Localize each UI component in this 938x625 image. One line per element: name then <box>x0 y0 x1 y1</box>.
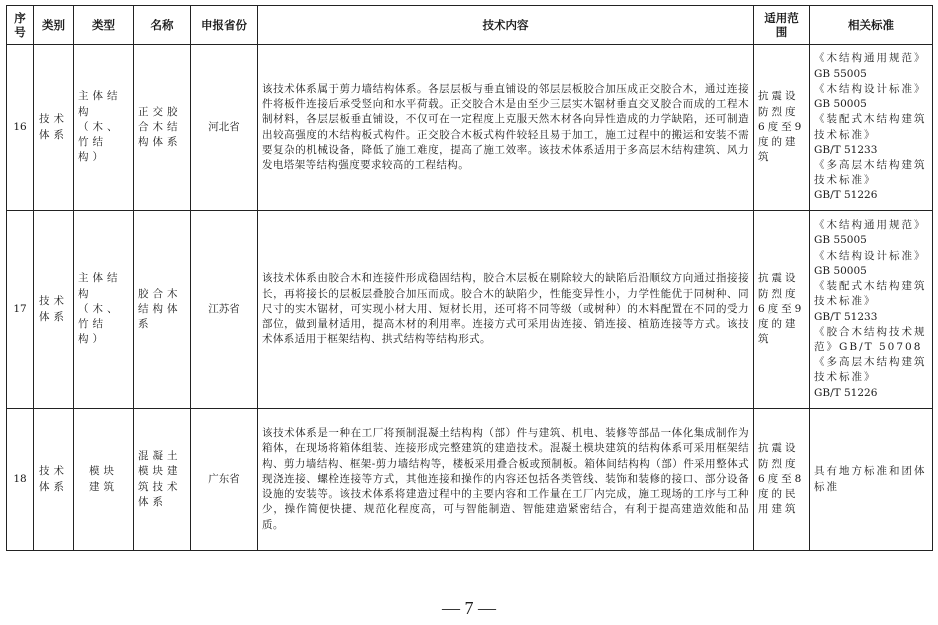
standard-item: GB/T 51233 <box>814 310 878 323</box>
table-header-row <box>7 6 933 45</box>
header-standards: 相关标准 <box>810 6 933 45</box>
standard-item: 《装配式木结构建筑技术标准》 <box>814 113 927 141</box>
row-type: 主体结构（木、竹结构） <box>74 211 134 409</box>
header-scope: 适用范围 <box>754 6 810 45</box>
row-content: 该技术体系是一种在工厂将预制混凝土结构构（部）件与建筑、机电、装修等部品一体化集成制作为箱体，在现场将箱体组装、连接形成完整建筑的建造技术。混凝土模块建筑的结构体系可采用框架结构、剪力墙结构、框架-剪力墙结构等，楼板采用叠合板或预制板。箱体间结构构（部）件采用整体式现浇连接、螺栓连接等方式，其他连接和操作的内容还包括各类管线、装饰和装修的接口、部分设备设施的安装等。该技术体系将建造过程中的主要内容和工作量在工厂内完成，施工现场的工序与工种少，操作简便快捷、规范化程度高，可与智能制造、智能建造紧密结合，有利于提高建造效能和品质。 <box>258 409 754 551</box>
header-category: 类别 <box>34 6 74 45</box>
standard-item: GB/T 51226 <box>814 386 878 399</box>
standard-item: 《装配式木结构建筑技术标准》 <box>814 280 927 308</box>
header-name: 名称 <box>134 6 191 45</box>
standard-item: GB 55005 <box>814 67 867 80</box>
row-province: 江苏省 <box>191 211 258 409</box>
row-standards <box>810 45 933 211</box>
table-row <box>7 211 933 409</box>
standard-item: 具有地方标准和团体标准 <box>814 465 927 493</box>
row-name: 混凝土模块建筑技术体系 <box>134 409 191 551</box>
row-content: 该技术体系属于剪力墙结构体系。各层层板与垂直铺设的邻层层板胶合加压成正交胶合木，通过连接件将板件连接后承受竖向和水平荷载。正交胶合木是由至少三层实木锯材垂直交叉胶合而成的工程木制材料，各层层板垂直铺设，不仅可在一定程度上克服天然木材各向异性造成的力学缺陷，还可制造出较高强度的木结构板式构件。正交胶合木板式构件较轻且易于加工，施工过程中的搬运和安装不需要复杂的机械设备，降低了施工难度，提高了施工效率。该技术体系适用于多高层木结构建筑、风力发电塔架等结构强度要求较高的工程结构。 <box>258 45 754 211</box>
table-row <box>7 45 933 211</box>
row-index: 18 <box>7 409 34 551</box>
row-standards <box>810 409 933 551</box>
header-content: 技术内容 <box>258 6 754 45</box>
page-number: — 7 — <box>442 598 496 618</box>
row-province: 广东省 <box>191 409 258 551</box>
standard-item: GB/T 51233 <box>814 143 878 156</box>
header-province: 申报省份 <box>191 6 258 45</box>
row-content: 该技术体系由胶合木和连接件形成稳固结构，胶合木层板在剔除较大的缺陷后沿顺纹方向通过指接接长，再将接长的层板层叠胶合加压而成。胶合木的缺陷少，性能变异性小，力学性能优于同树种、同尺寸的实木锯材，可实现小材大用、短材长用，还可将不同等级（或树种）的木料配置在不同的受力部位，做到量材适用，提高木材的利用率。连接方式可采用齿连接、销连接、植筋连接等方式。该技术体系适用于框架结构、拱式结构等结构形式。 <box>258 211 754 409</box>
row-name: 胶合木结构体系 <box>134 211 191 409</box>
standard-item: 《胶合木结构技术规范》GB/T 50708 <box>814 325 927 353</box>
standard-item: 《木结构设计标准》 <box>814 82 927 95</box>
standard-item: 《多高层木结构建筑技术标准》 <box>814 356 927 384</box>
standard-item: GB 50005 <box>814 264 867 277</box>
row-category: 技术体系 <box>34 211 74 409</box>
row-index: 17 <box>7 211 34 409</box>
row-type: 主体结构（木、竹结构） <box>74 45 134 211</box>
standard-item: GB 55005 <box>814 234 867 247</box>
row-category: 技术体系 <box>34 409 74 551</box>
standard-item: GB/T 51226 <box>814 189 878 202</box>
row-scope: 抗震设防烈度6度至9度的建筑 <box>754 211 810 409</box>
row-standards <box>810 211 933 409</box>
table-row <box>7 409 933 551</box>
row-scope: 抗震设防烈度6度至9度的建筑 <box>754 45 810 211</box>
standard-item: GB 50005 <box>814 98 867 111</box>
row-type: 模块建筑 <box>74 409 134 551</box>
technology-table <box>6 5 933 551</box>
standard-item: 《木结构通用规范》 <box>814 52 927 65</box>
row-name: 正交胶合木结构体系 <box>134 45 191 211</box>
standard-item: 《木结构通用规范》 <box>814 219 927 232</box>
row-scope: 抗震设防烈度6度至8度的民用建筑 <box>754 409 810 551</box>
header-index: 序号 <box>7 6 34 45</box>
standard-item: 《木结构设计标准》 <box>814 249 927 262</box>
header-type: 类型 <box>74 6 134 45</box>
standard-item: 《多高层木结构建筑技术标准》 <box>814 158 927 187</box>
row-category: 技术体系 <box>34 45 74 211</box>
row-province: 河北省 <box>191 45 258 211</box>
row-index: 16 <box>7 45 34 211</box>
